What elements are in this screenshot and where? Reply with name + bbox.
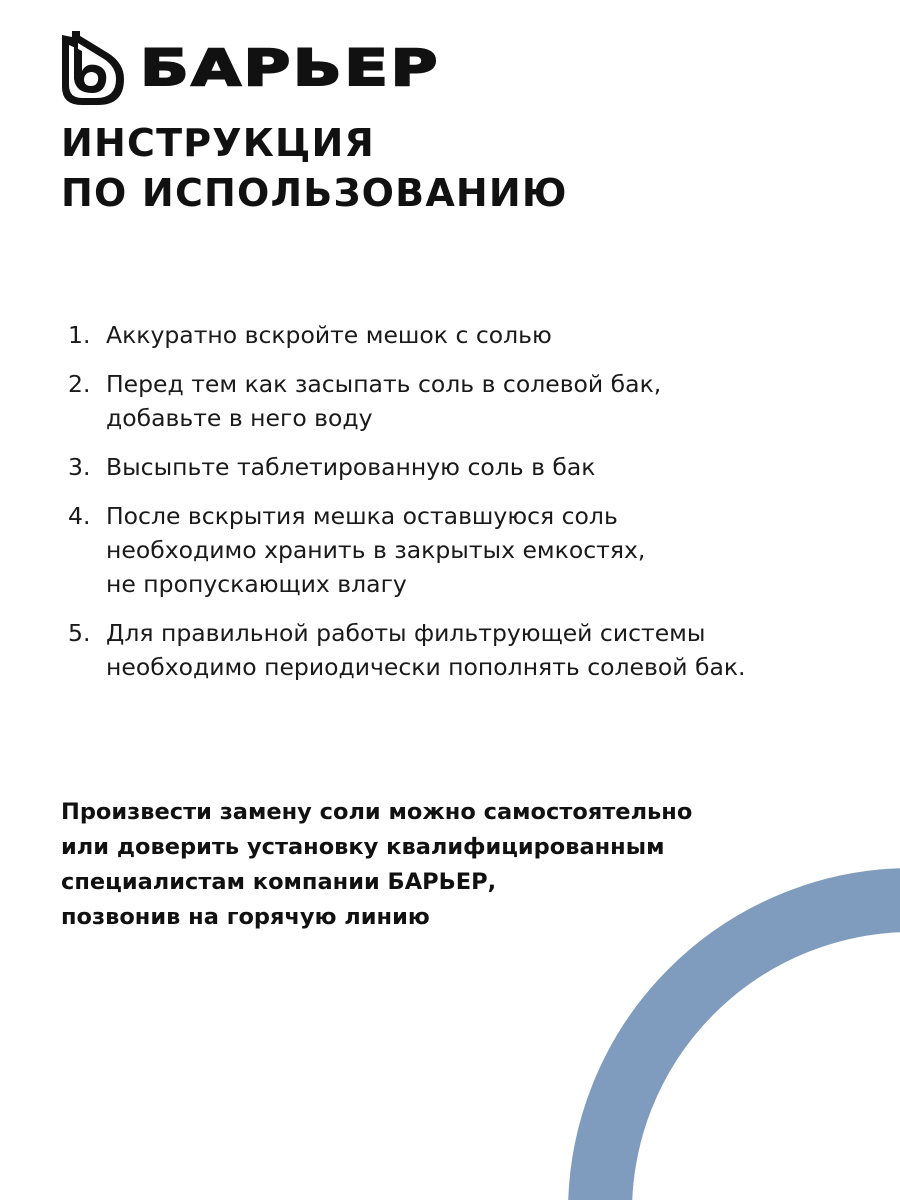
note-line-2: или доверить установку квалифицированным bbox=[61, 834, 665, 860]
page-title bbox=[61, 118, 568, 218]
barrier-drop-logo-icon bbox=[58, 29, 128, 107]
step-text-line: После вскрытия мешка оставшуюся соль bbox=[106, 502, 618, 530]
step-number: 3. bbox=[68, 453, 91, 481]
step-text-line: необходимо хранить в закрытых емкостях, bbox=[106, 536, 646, 564]
step-number: 2. bbox=[68, 370, 91, 398]
step-number: 5. bbox=[68, 619, 91, 647]
instruction-step-4 bbox=[68, 499, 888, 601]
note-line-1: Произвести замену соли можно самостоятельно bbox=[61, 799, 693, 825]
step-number: 1. bbox=[68, 321, 91, 349]
brand-wordmark: БАРЬЕР bbox=[140, 39, 440, 97]
note-line-4: позвонив на горячую линию bbox=[61, 904, 430, 930]
instruction-step-2 bbox=[68, 367, 888, 435]
step-text-line: Аккуратно вскройте мешок с солью bbox=[106, 321, 552, 349]
step-text bbox=[106, 367, 661, 435]
step-text-line: Перед тем как засыпать соль в солевой бак, bbox=[106, 370, 662, 398]
step-text-line: Для правильной работы фильтрующей системы bbox=[106, 619, 706, 647]
step-text-line: не пропускающих влагу bbox=[106, 570, 407, 598]
note-line-3: специалистам компании БАРЬЕР, bbox=[61, 869, 497, 895]
step-text-line: Высыпьте таблетированную соль в бак bbox=[106, 453, 596, 481]
step-text bbox=[106, 616, 746, 684]
instruction-step-3 bbox=[68, 450, 888, 484]
step-text-line: добавьте в него воду bbox=[106, 404, 373, 432]
brand-logo bbox=[58, 28, 440, 108]
step-text bbox=[106, 318, 552, 352]
title-line-1: ИНСТРУКЦИЯ bbox=[61, 121, 375, 165]
instruction-step-1 bbox=[68, 318, 888, 352]
service-note bbox=[61, 795, 692, 935]
step-text bbox=[106, 499, 645, 601]
title-line-2: ПО ИСПОЛЬЗОВАНИЮ bbox=[61, 171, 568, 215]
step-text-line: необходимо периодически пополнять солевой бак. bbox=[106, 653, 746, 681]
step-number: 4. bbox=[68, 502, 91, 530]
instruction-step-5 bbox=[68, 616, 888, 684]
instruction-steps-list bbox=[68, 318, 888, 699]
step-text bbox=[106, 450, 595, 484]
